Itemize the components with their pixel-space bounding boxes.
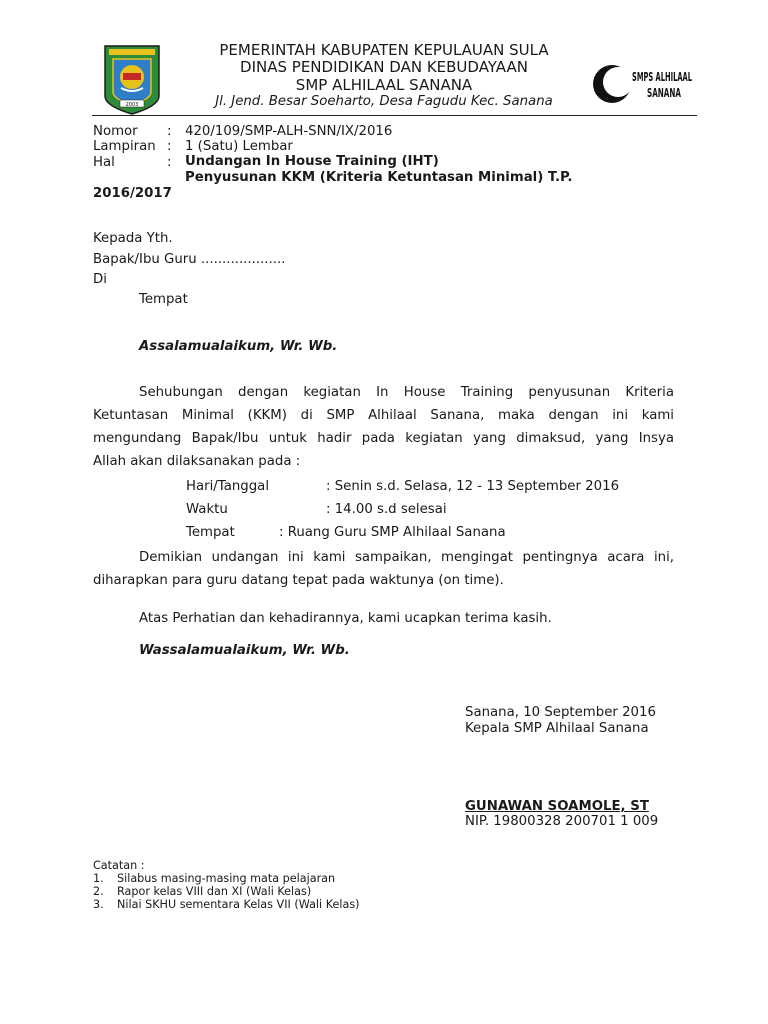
signatory-nip: NIP. 19800328 200701 1 009 <box>465 814 659 829</box>
paragraph-intro <box>93 381 674 473</box>
signature-place-date: Sanana, 10 September 2016 <box>465 705 656 720</box>
hal-colon: : <box>167 155 172 170</box>
notes-item-number: 1. <box>93 872 104 885</box>
thanks-paragraph: Atas Perhatian dan kehadirannya, kami ucapkan terima kasih. <box>139 611 552 626</box>
closing-greeting: Wassalamualaikum, Wr. Wb. <box>139 643 350 658</box>
notes-item-text: Nilai SKHU sementara Kelas VII (Wali Kelas) <box>117 898 360 911</box>
lampiran-value: 1 (Satu) Lembar <box>185 139 293 154</box>
event-place-value: : Ruang Guru SMP Alhilaal Sanana <box>279 525 506 540</box>
recipient-di: Di <box>93 272 107 287</box>
letterhead-government-line: PEMERINTAH KABUPATEN KEPULAUAN SULA <box>219 41 549 59</box>
paragraph-intro-line: Sehubungan dengan kegiatan In House Training penyusunan Kriteria <box>139 385 674 400</box>
nomor-colon: : <box>167 124 172 139</box>
paragraph-intro-line: Allah akan dilaksanakan pada : <box>93 454 301 469</box>
paragraph-intro-line: mengundang Bapak/Ibu untuk hadir pada kegiatan yang dimaksud, yang Insya <box>93 431 674 446</box>
hal-subject-line3: 2016/2017 <box>93 186 172 201</box>
nomor-value: 420/109/SMP-ALH-SNN/IX/2016 <box>185 124 393 139</box>
recipient-name: Bapak/Ibu Guru .................... <box>93 252 286 267</box>
paragraph-closing-line: diharapkan para guru datang tepat pada waktunya (on time). <box>93 573 504 588</box>
letterhead-department-line: DINAS PENDIDIKAN DAN KEBUDAYAAN <box>240 58 528 76</box>
notes-item-number: 3. <box>93 898 104 911</box>
hal-subject-line1: Undangan In House Training (IHT) <box>185 154 439 169</box>
svg-text:2003: 2003 <box>125 102 139 108</box>
notes-title: Catatan : <box>93 859 145 872</box>
recipient-place: Tempat <box>139 292 188 307</box>
notes-item-number: 2. <box>93 885 104 898</box>
signature-position: Kepala SMP Alhilaal Sanana <box>465 721 649 736</box>
event-time-label: Waktu <box>186 502 228 517</box>
regency-emblem-logo <box>103 44 161 116</box>
paragraph-closing-line: Demikian undangan ini kami sampaikan, mengingat pentingnya acara ini, <box>139 550 674 565</box>
school-logo <box>592 62 698 106</box>
notes-item-text: Rapor kelas VIII dan XI (Wali Kelas) <box>117 885 312 898</box>
event-date-value: : Senin s.d. Selasa, 12 - 13 September 2016 <box>326 479 620 494</box>
notes-item-text: Silabus masing-masing mata pelajaran <box>117 872 336 885</box>
letterhead-address: Jl. Jend. Besar Soeharto, Desa Fagudu Kec. Sanana <box>215 94 553 109</box>
paragraph-closing <box>93 546 674 592</box>
signatory-name: GUNAWAN SOAMOLE, ST <box>465 799 649 814</box>
svg-text:SMPS ALHILAAL: SMPS ALHILAAL <box>632 70 693 84</box>
event-date-label: Hari/Tanggal <box>186 479 270 494</box>
letterhead-school-name: SMP ALHILAAL SANANA <box>295 76 473 94</box>
hal-label: Hal <box>93 155 115 170</box>
opening-greeting: Assalamualaikum, Wr. Wb. <box>139 339 338 354</box>
recipient-salutation: Kepada Yth. <box>93 231 173 246</box>
lampiran-colon: : <box>167 139 172 154</box>
hal-subject-line2: Penyusunan KKM (Kriteria Ketuntasan Minimal) T.P. <box>185 170 573 185</box>
event-time-value: : 14.00 s.d selesai <box>326 502 447 517</box>
svg-text:SANANA: SANANA <box>647 86 682 100</box>
nomor-label: Nomor <box>93 124 138 139</box>
letterhead-divider <box>92 115 697 116</box>
paragraph-intro-line: Ketuntasan Minimal (KKM) di SMP Alhilaal Sanana, maka dengan ini kami <box>93 408 674 423</box>
event-place-label: Tempat <box>186 525 235 540</box>
lampiran-label: Lampiran <box>93 139 156 154</box>
